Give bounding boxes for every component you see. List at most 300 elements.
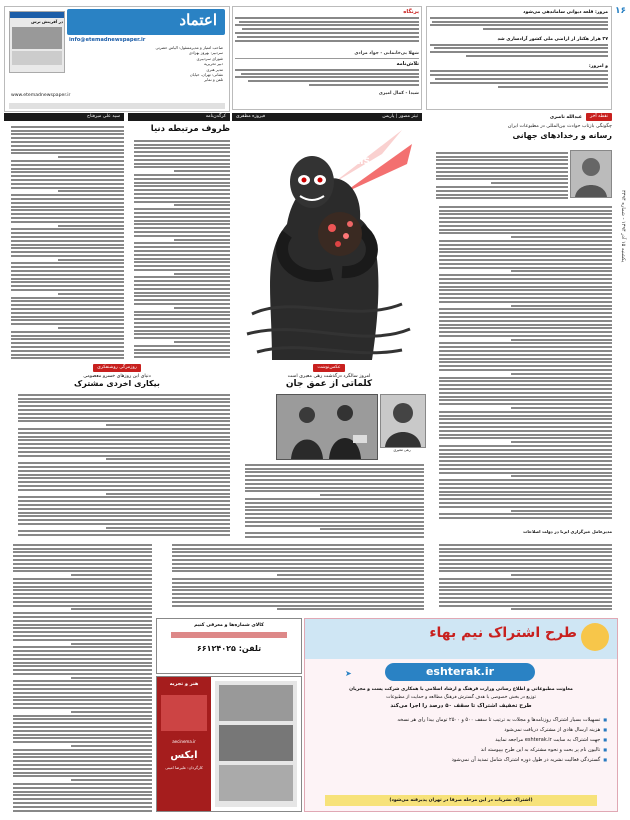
text-line — [13, 760, 152, 762]
text-line — [439, 468, 612, 470]
eshterak-item-0: ■ تسهیلات بسیار اشتراک روزنامه‌ها و مجلات به ترتیب تا سقف ۵۰۰ و ۲۵۰۰ تومان بیدا رای هر نسخه — [315, 715, 607, 725]
bottom-left-headline: بیکاری اخردی مشترک — [74, 379, 160, 388]
text-line — [18, 512, 230, 514]
text-line — [11, 255, 124, 257]
text-line — [436, 167, 568, 169]
brief-right-text-1 — [430, 44, 608, 64]
text-line — [13, 624, 152, 626]
text-line — [245, 502, 424, 504]
text-line — [439, 559, 612, 561]
text-line — [439, 232, 612, 234]
text-line — [11, 266, 124, 268]
text-line — [13, 741, 152, 743]
col-mid-body — [128, 138, 230, 360]
text-line — [13, 699, 152, 701]
text-line — [13, 715, 152, 717]
text-line — [245, 521, 424, 523]
text-line — [439, 346, 612, 348]
text-line — [18, 500, 230, 502]
text-line — [134, 227, 230, 229]
text-line — [134, 314, 230, 316]
text-line — [11, 244, 124, 246]
text-line — [11, 247, 124, 249]
text-line — [134, 322, 230, 324]
text-line — [11, 270, 124, 272]
text-line — [436, 178, 568, 180]
text-line — [13, 665, 152, 667]
text-line — [245, 498, 424, 500]
text-line — [439, 426, 612, 428]
text-line — [11, 357, 124, 359]
text-line — [13, 620, 152, 622]
publisher-lines — [69, 45, 223, 83]
text-line — [13, 692, 152, 694]
text-line — [439, 248, 612, 250]
col-left-header — [4, 113, 124, 121]
author-portrait-icon — [571, 151, 611, 197]
text-line — [11, 338, 124, 340]
text-line — [439, 411, 612, 413]
text-line — [13, 768, 152, 770]
text-line — [439, 403, 612, 405]
text-line — [13, 662, 152, 664]
text-line — [439, 293, 612, 295]
text-line — [511, 407, 612, 409]
mini-front-page — [9, 11, 65, 73]
text-line — [11, 285, 124, 287]
text-line — [439, 513, 612, 515]
text-line — [511, 608, 612, 610]
text-line — [172, 548, 424, 550]
text-line — [13, 548, 152, 550]
phone-ad-tel[interactable]: تلفن: ۶۶۱۲۴۰۲۵ — [196, 644, 262, 653]
text-line — [436, 175, 568, 177]
text-line — [13, 627, 152, 629]
website[interactable]: www.etemadnewspaper.ir — [11, 93, 71, 98]
bottom-feature-headline: کلماتی از عمق جان — [285, 379, 373, 389]
text-line — [11, 194, 124, 196]
bottom-left-tag: روزمرگی روشنفکری — [93, 364, 141, 372]
text-line — [134, 147, 230, 149]
text-line — [18, 394, 230, 396]
text-line — [13, 669, 152, 671]
brief-right-text-0 — [430, 17, 608, 37]
note-bar — [428, 113, 612, 121]
text-line — [11, 331, 124, 333]
text-line — [436, 171, 568, 173]
text-line — [439, 361, 612, 363]
brief-left-text-2 — [235, 67, 419, 91]
text-line — [134, 337, 230, 339]
text-line — [436, 159, 568, 161]
text-line — [436, 152, 568, 154]
text-line — [13, 726, 152, 728]
text-line — [71, 745, 152, 747]
text-line — [11, 304, 124, 306]
brief-right-item-2: و امروز: — [588, 63, 608, 69]
text-line — [134, 276, 230, 278]
col-mid-label: کرگدن‌نامه — [205, 114, 226, 119]
email[interactable]: info@etemadnewspaper.ir — [69, 37, 146, 43]
text-line — [172, 582, 424, 584]
text-line — [13, 616, 152, 618]
text-line — [439, 589, 612, 591]
text-line — [13, 673, 152, 675]
text-line — [172, 589, 424, 591]
text-line — [439, 605, 612, 607]
mini-front-photo — [12, 27, 62, 49]
text-line — [439, 229, 612, 231]
text-line — [245, 483, 424, 485]
text-line — [439, 354, 612, 356]
text-line — [245, 479, 424, 481]
text-line — [277, 574, 424, 576]
brief-left-signature-2: شیدا - کمال امیری — [378, 91, 419, 96]
bottom-feature-head — [234, 364, 424, 389]
text-line — [134, 311, 230, 313]
text-line — [134, 216, 230, 218]
text-line — [439, 418, 612, 420]
text-line — [439, 358, 612, 360]
text-line — [18, 470, 230, 472]
text-line — [134, 223, 230, 225]
text-line — [11, 217, 124, 219]
text-line — [13, 639, 152, 641]
text-line — [439, 365, 612, 367]
text-line — [134, 345, 230, 347]
text-line — [13, 730, 152, 732]
col-mid-headline: ظروف مرتبطه دنیا — [150, 124, 230, 134]
text-line — [11, 350, 124, 352]
text-line — [11, 316, 124, 318]
feature-photo — [276, 394, 378, 460]
text-line — [71, 711, 152, 713]
text-line — [13, 586, 152, 588]
text-line — [18, 417, 230, 419]
text-line — [439, 278, 612, 280]
text-line — [439, 453, 612, 455]
text-line — [436, 163, 568, 165]
note-body-2 — [428, 542, 612, 614]
text-line — [439, 255, 612, 257]
eshterak-sub: معاونت مطبوعاتی و اطلاع رسانی وزارت فرهنگ و ارشاد اسلامی با همکاری شرکت پست و مجریان — [349, 687, 573, 692]
text-line — [439, 479, 612, 481]
text-line — [13, 680, 152, 682]
text-line — [134, 197, 230, 199]
text-line — [439, 320, 612, 322]
text-line — [11, 335, 124, 337]
text-line — [11, 202, 124, 204]
cartoon-illustration — [232, 124, 422, 360]
eshterak-item-1: ■ هزینه ارسال هادی از مشترک دریافت نمی‌شود — [315, 725, 607, 735]
text-line — [134, 208, 230, 210]
text-line — [71, 608, 152, 610]
text-line — [11, 209, 124, 211]
bottom-left-body-2 — [4, 542, 152, 814]
text-line — [439, 335, 612, 337]
text-line — [106, 527, 230, 529]
text-line — [511, 305, 612, 307]
logo-banner — [67, 9, 225, 35]
text-line — [245, 464, 424, 466]
text-line — [11, 175, 124, 177]
cinema-ad-strip — [157, 677, 211, 811]
text-line — [439, 350, 612, 352]
text-line — [11, 240, 124, 242]
feature-photo-people-icon — [277, 395, 377, 459]
text-line — [439, 331, 612, 333]
text-line — [11, 126, 124, 128]
text-line — [439, 369, 612, 371]
text-line — [436, 194, 568, 196]
phone-ad-title: کالای شماره‌ها و معرفی کنیم — [194, 623, 264, 628]
text-line — [13, 810, 152, 812]
text-line — [134, 144, 230, 146]
note-kicker: چگونگی بازتاب حوادث بین‌المللی در مطبوعات ایران — [507, 124, 612, 129]
text-line — [436, 156, 568, 158]
eshterak-badge-icon — [581, 623, 609, 651]
text-line — [13, 783, 152, 785]
logo: اعتماد — [179, 11, 217, 29]
text-line — [11, 145, 124, 147]
col-left-bar — [4, 113, 124, 121]
text-line — [439, 483, 612, 485]
text-line — [511, 510, 612, 512]
eshterak-item-4: ■ گستردگی فعالیت نشریه در طول دوره اشتراک شامل تمدید آن نمی‌شود — [315, 755, 607, 765]
text-line — [13, 654, 152, 656]
col-mid-bar — [128, 113, 230, 121]
cinema-photo-3 — [219, 765, 293, 801]
cartoon-header — [232, 113, 422, 121]
text-line — [13, 555, 152, 557]
text-line — [134, 235, 230, 237]
cinema-film: ایکس — [170, 750, 198, 761]
brief-left-title: برنگاه — [403, 9, 419, 15]
text-line — [11, 323, 124, 325]
text-line — [134, 231, 230, 233]
text-line — [439, 251, 612, 253]
text-line — [58, 225, 124, 227]
text-line — [439, 301, 612, 303]
eshterak-title: طرح اشتراک نیم بهاء — [429, 625, 577, 641]
text-line — [245, 471, 424, 473]
bottom-left-bar — [4, 364, 230, 388]
phone-ad — [156, 618, 302, 674]
text-line — [11, 213, 124, 215]
text-line — [11, 346, 124, 348]
text-line — [13, 646, 152, 648]
text-line — [18, 451, 230, 453]
text-line — [18, 409, 230, 411]
text-line — [18, 455, 230, 457]
text-line — [511, 236, 612, 238]
text-line — [58, 293, 124, 295]
text-line — [439, 586, 612, 588]
text-line — [439, 225, 612, 227]
text-line — [439, 597, 612, 599]
text-line — [13, 806, 152, 808]
text-line — [11, 179, 124, 181]
text-line — [13, 605, 152, 607]
brief-left-text — [235, 15, 419, 51]
text-line — [320, 494, 425, 496]
text-line — [172, 555, 424, 557]
text-line — [134, 269, 230, 271]
text-line — [18, 432, 230, 434]
cinema-photo-2 — [219, 725, 293, 761]
text-line — [134, 189, 230, 191]
text-line — [58, 156, 124, 158]
text-line — [245, 487, 424, 489]
text-line — [134, 295, 230, 297]
text-line — [439, 267, 612, 269]
text-line — [439, 206, 612, 208]
text-line — [439, 415, 612, 417]
text-line — [13, 696, 152, 698]
text-line — [134, 201, 230, 203]
eshterak-banner — [305, 619, 617, 659]
cartoon-bar — [232, 113, 422, 121]
publisher-line-4: مدیر هنری — [206, 66, 223, 72]
eshterak-url-pill[interactable] — [385, 663, 535, 681]
brief-left-subtitle: تلاش‌نامه — [396, 61, 419, 67]
text-line — [439, 555, 612, 557]
text-line — [13, 578, 152, 580]
text-line — [172, 559, 424, 561]
text-line — [134, 182, 230, 184]
text-line — [11, 228, 124, 230]
text-line — [13, 589, 152, 591]
text-line — [11, 297, 124, 299]
text-line — [134, 280, 230, 282]
text-line — [11, 171, 124, 173]
text-line — [18, 485, 230, 487]
text-line — [18, 496, 230, 498]
text-line — [18, 489, 230, 491]
text-line — [18, 439, 230, 441]
text-line — [11, 137, 124, 139]
text-line — [439, 502, 612, 504]
text-line — [439, 289, 612, 291]
text-line — [439, 567, 612, 569]
text-line — [439, 308, 612, 310]
text-line — [58, 327, 124, 329]
text-line — [13, 787, 152, 789]
mini-front-headline: در آفرینش ترس — [31, 19, 63, 24]
text-line — [13, 551, 152, 553]
eshterak-discount: طرح تخفیف اشتراک تا سقف ۵۰ درصد را اجرا می‌کند — [390, 703, 532, 709]
text-line — [439, 244, 612, 246]
text-line — [134, 155, 230, 157]
text-line — [439, 210, 612, 212]
text-line — [18, 504, 230, 506]
text-line — [13, 612, 152, 614]
text-line — [439, 282, 612, 284]
text-line — [13, 597, 152, 599]
note-body — [428, 204, 612, 520]
brief-right-item-1: ۳۷ هزار هکتار از اراضی ملی کشور آزادسازی شد — [497, 36, 608, 42]
text-line — [439, 274, 612, 276]
text-line — [134, 303, 230, 305]
text-line — [134, 349, 230, 351]
publisher-line-6: تلفن و نمابر — [204, 77, 223, 83]
text-line — [439, 487, 612, 489]
text-line — [245, 536, 424, 538]
cartoon — [232, 124, 422, 360]
text-line — [11, 152, 124, 154]
text-line — [11, 130, 124, 132]
text-line — [439, 445, 612, 447]
text-line — [13, 722, 152, 724]
text-line — [11, 300, 124, 302]
text-line — [439, 422, 612, 424]
text-line — [13, 544, 152, 546]
text-line — [245, 517, 424, 519]
cinema-ad — [156, 676, 302, 812]
text-line — [11, 133, 124, 135]
text-line — [11, 281, 124, 283]
phone-ad-logo — [171, 632, 286, 638]
text-line — [134, 166, 230, 168]
text-line — [436, 186, 568, 188]
col-left-author: سید علی میرفتاح — [87, 114, 120, 119]
text-line — [439, 342, 612, 344]
text-line — [18, 477, 230, 479]
feature-photo-caption: رهی معیری — [393, 448, 411, 452]
text-line — [134, 299, 230, 301]
text-line — [134, 254, 230, 256]
text-line — [13, 753, 152, 755]
cartoon-author: فیروزه مظفری — [236, 114, 266, 119]
text-line — [439, 380, 612, 382]
publisher-line-3: دبیر تحریریه — [203, 61, 223, 67]
text-line — [13, 764, 152, 766]
text-line — [439, 456, 612, 458]
text-line — [172, 605, 424, 607]
text-line — [172, 567, 424, 569]
text-line — [134, 140, 230, 142]
text-line — [439, 582, 612, 584]
text-line — [18, 405, 230, 407]
text-line — [439, 449, 612, 451]
text-line — [439, 263, 612, 265]
text-line — [439, 578, 612, 580]
cinema-site[interactable]: aecinema.ir — [172, 739, 196, 744]
text-line — [172, 544, 424, 546]
text-line — [245, 506, 424, 508]
text-line — [13, 684, 152, 686]
text-line — [134, 159, 230, 161]
text-line — [172, 586, 424, 588]
text-line — [439, 286, 612, 288]
text-line — [18, 466, 230, 468]
text-line — [245, 525, 424, 527]
text-line — [18, 413, 230, 415]
publisher-line-5: نشانی: تهران، خیابان — [189, 72, 223, 78]
text-line — [436, 197, 568, 199]
text-line — [439, 430, 612, 432]
text-line — [134, 250, 230, 252]
text-line — [11, 232, 124, 234]
text-line — [13, 772, 152, 774]
text-line — [11, 183, 124, 185]
eshterak-site: eshterak.ir — [425, 665, 495, 678]
text-line — [439, 498, 612, 500]
text-line — [439, 399, 612, 401]
text-line — [511, 339, 612, 341]
text-line — [174, 307, 230, 309]
text-line — [106, 424, 230, 426]
